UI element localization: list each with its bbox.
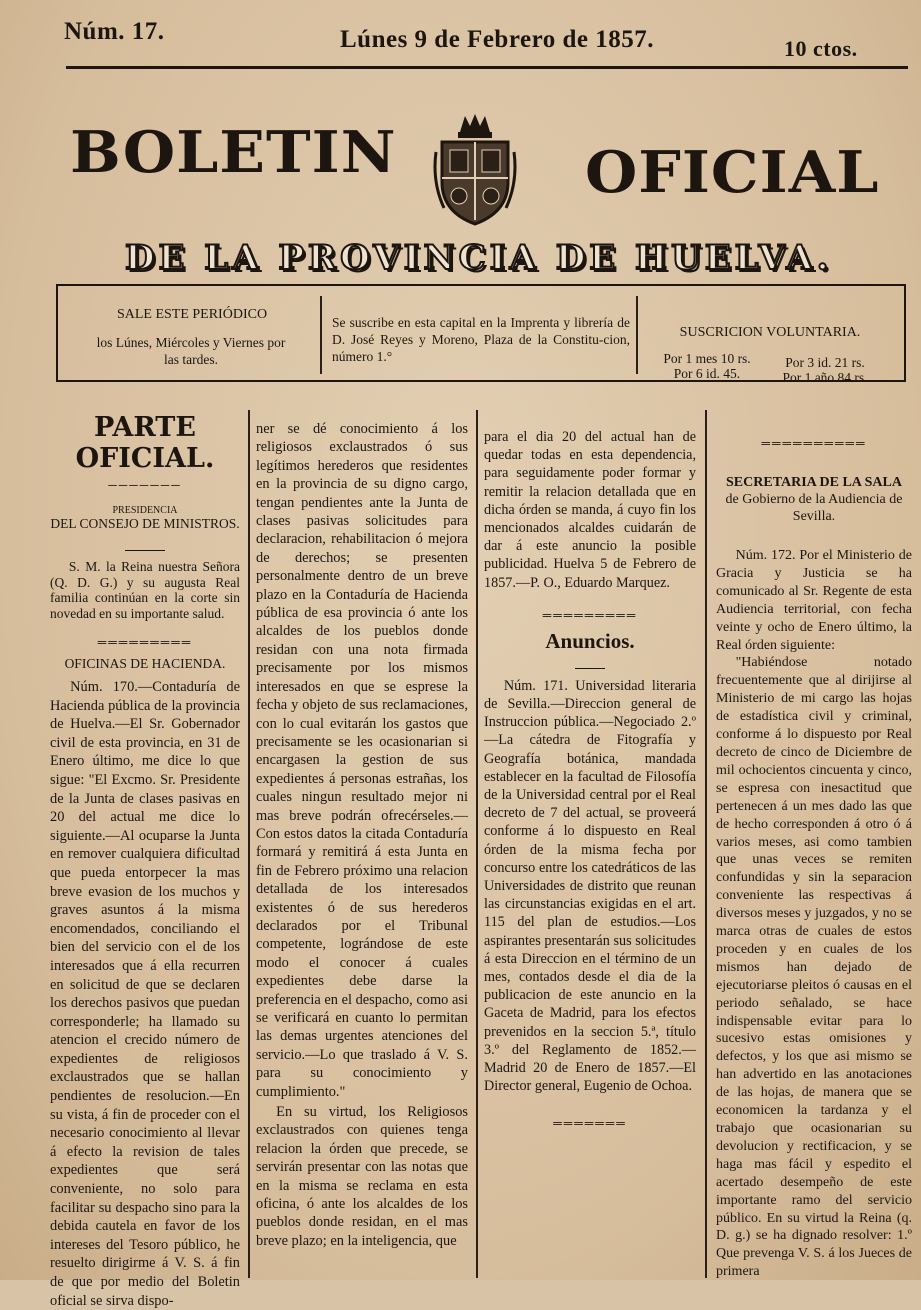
column-2-body bbox=[256, 420, 468, 1250]
secretaria-heading: SECRETARIA DE LA SALA bbox=[726, 475, 902, 490]
title-left: BOLETIN bbox=[70, 119, 397, 187]
royal-notice bbox=[50, 559, 240, 621]
column-rule-3 bbox=[705, 410, 707, 1278]
column-2 bbox=[256, 420, 468, 1250]
column-4 bbox=[716, 436, 912, 1281]
info-divider-1 bbox=[320, 296, 322, 374]
presidencia-label: PRESIDENCIA bbox=[112, 505, 178, 516]
issue-number: Núm. 17. bbox=[64, 18, 165, 45]
royal-notice-text: S. M. la Reina nuestra Señora (Q. D. G.) y su augusta Real familia continúan en la corte sin novedad en su importante salud. bbox=[50, 559, 240, 621]
column-4-text-2: "Habiéndose notado frecuentemente que al dirijirse al Ministerio de mi cargo las hojas de estadística civil y criminal, conforme á lo dispuesto por Real decreto de cinco de Diciembre de mil ochocientos cincuenta y cinco, se espresa con inesactitud que pertenecen á un mes dado las que de hecho corresponden á otro ó á varios meses, asi como tambien que unas veces se remiten confundidas y sin la separacion conveniente las respectivas á diversos meses y juzgados, y no se marca otras de cuales de estos proceden y en cuales de los mismos han dejado de ejecutoriarse pleitos ó causas en el periodo señalado, se hace indispensable evitar para lo sucesivo estas omisiones y defectos, y los que asi mismo se han advertido en las anotaciones de las hojas, de manera que se economicen la tardanza y el trabajo que ocasionarian su devolucion y rectificacion, y se haga mas fácil y espedito el acertado desempeño de este importante ramo del servicio público. En su virtud la Reina (q. D. g.) se ha dignado resolver: 1.º Que prevenga V. S. á los Jueces de primera bbox=[716, 655, 912, 1280]
column-2-text-1: ner se dé conocimiento á los religiosos exclaustrados ó sus legítimos herederos que residentes en la provincia de su digno cargo, tengan pendientes ante la Junta de clases pasivas solicitudes para declaracion, rehabilitacion ó mejora de derechos; se presenten personalmente dentro de un breve plazo en la Contaduría de Hacienda pública de esa provincia ó ante los alcaldes de los pueblos donde residan con una nota firmada precisamente por los mismos interesados en que se esprese la fecha y objeto de sus reclamaciones, con lo cual evitarán los gastos que precisamente se les ocasionarian si encargasen la gestion de sus expedientes á personas estrañas, los cuales ningun resultado mejor ni mas breve podrán ofrecérseles.—Con estos datos la citada Contaduría formará y remitirá á esta Junta en fin de Febrero próximo una relacion detallada de los interesados existentes ó de sus herederos declarados por el Tribunal competente, lográndose de este modo el conocer á cuales expedientes debe darse la preferencia en el despacho, como asi se verificará en cuanto lo permitan las demas urgentes atenciones del servicio.—Lo que traslado á V. S. para su conocimiento y cumplimiento." bbox=[256, 421, 468, 1100]
info-left-body: los Lúnes, Miércoles y Viernes por las tardes. bbox=[96, 335, 286, 367]
column-3-body-1 bbox=[484, 428, 696, 592]
column-3-text-1: para el dia 20 del actual han de quedar todas en esta dependencia, para seguidamente poder formar y remitir la relacion detallada que en dicha órden se manda, á cuyo fin los mencionados alcaldes cuidarán de dar á este anuncio la posible publicidad. Huelva 5 de Febrero de 1857.—P. O., Eduardo Marquez. bbox=[484, 429, 696, 591]
secretaria-subheading: de Gobierno de la Audiencia de Sevilla. bbox=[725, 492, 903, 524]
issue-price: 10 ctos. bbox=[784, 36, 858, 61]
coat-of-arms-icon bbox=[432, 112, 518, 230]
column-3-body-2 bbox=[484, 677, 696, 1096]
top-rule bbox=[66, 66, 908, 69]
ornament-divider-2: ═════════ bbox=[97, 635, 193, 649]
column-1 bbox=[50, 412, 240, 1310]
ornament-divider: ─────── bbox=[108, 478, 182, 492]
column-4-text-1: Núm. 172. Por el Ministerio de Gracia y Justicia se ha comunicado al Sr. Regente de esta Audiencia territorial, con fecha veinte y ocho de Enero último, la Real órden siguiente: bbox=[716, 548, 912, 653]
column-rule-1 bbox=[248, 410, 250, 1278]
column-2-text-2: En su virtud, los Religiosos exclaustrados con quienes tenga relacion la órden que precede, se servirán presentar con las notas que en la misma se reclama en esta oficina, ó ante los alcaldes de los pueblos donde residan, en el mas breve plazo; en la inteligencia, que bbox=[256, 1104, 468, 1249]
short-rule bbox=[125, 550, 165, 551]
column-3-text-2: Núm. 171. Universidad literaria de Sevilla.—Direccion general de Instruccion pública.—Negociado 2.º—La cátedra de Fitografía y Geografía botánica, mandada establecer en la facultad de Filosofía de la Universidad central por el Real decreto de 7 del actual, se proveerá conforme á lo dispuesto en Real órden de la misma fecha por concurso entre los catedráticos de las Universidades de distrito que reunan las circunstancias exigidas en el art. 115 del plan de estudios.—Los aspirantes presentarán sus solicitudes á esta Direccion en el término de un mes, contados desde el dia de la publicacion de este anuncio en la Gaceta de Madrid, para los efectos prevenidos en la seccion 5.ª, título 3.º del Reglamento de 1852.—Madrid 20 de Enero de 1857.—El Director general, Eugenio de Ochoa. bbox=[484, 677, 696, 1095]
column-4-body bbox=[716, 547, 912, 1281]
price-row-3: Por 6 id. 45. bbox=[673, 366, 741, 381]
ornament-divider-3: ═════════ bbox=[542, 607, 638, 622]
info-left-head: SALE ESTE PERIÓDICO bbox=[116, 307, 268, 322]
presidencia-heading: DEL CONSEJO DE MINISTROS. bbox=[50, 516, 240, 531]
info-right-head: SUSCRICION VOLUNTARIA. bbox=[679, 325, 861, 340]
info-divider-2 bbox=[636, 296, 638, 374]
price-row-1: Por 1 mes 10 rs. bbox=[663, 351, 751, 366]
info-mid-body: Se suscribe en esta capital en la Imprenta y librería de D. José Reyes y Moreno, Plaza de la Constitu-cion, número 1.° bbox=[332, 315, 630, 364]
oficinas-heading: OFICINAS DE HACIENDA. bbox=[64, 656, 226, 671]
column-3 bbox=[484, 428, 696, 1131]
short-rule-2 bbox=[575, 668, 605, 669]
subtitle: DE LA PROVINCIA DE HUELVA. bbox=[125, 238, 833, 278]
ornament-divider-4: ═══════ bbox=[553, 1115, 627, 1130]
column-rule-2 bbox=[476, 410, 478, 1278]
price-row-2: Por 3 id. 21 rs. bbox=[785, 355, 865, 370]
ornament-divider-5: ══════════ bbox=[761, 436, 867, 450]
anuncios-heading: Anuncios. bbox=[545, 628, 635, 653]
column-1-text: Núm. 170.—Contaduría de Hacienda pública de la provincia de Huelva.—El Sr. Gobernador civil de esta provincia, en 31 de Enero último, me dice lo que sigue: "El Excmo. Sr. Presidente de la Junta de clases pasivas en 20 del actual me dice lo siguiente.—Al ocuparse la Junta en remover cualquiera dificultad que pueda entorpecer la mas breve evasion de los muchos y graves asuntos á la misma encomendados, conciliando el bien del servicio con el de los interesados que á ella recurren en solicitud de que se declaren los derechos pasivos que puedan corresponderle; ha llamado su atencion el crecido número de expedientes de religiosos exclaustrados que se hallan pendientes de resolucion.—En su vista, á fin de proceder con el necesario conocimiento al llevar á efecto la revision de tales expedientes que será conveniente, no solo para facilitar su despacho sino para la debida cautela en favor de los intereses del Tesoro público, he resuelto dirigirme á V. S. á fin de que por medio del Boletin oficial se sirva dispo- bbox=[50, 679, 240, 1309]
issue-date: Lúnes 9 de Febrero de 1857. bbox=[340, 26, 654, 53]
column-1-body bbox=[50, 678, 240, 1310]
title-right: OFICIAL bbox=[585, 139, 880, 207]
section-title: PARTE OFICIAL. bbox=[75, 412, 215, 474]
price-row-4: Por 1 año 84 rs. bbox=[782, 370, 868, 385]
